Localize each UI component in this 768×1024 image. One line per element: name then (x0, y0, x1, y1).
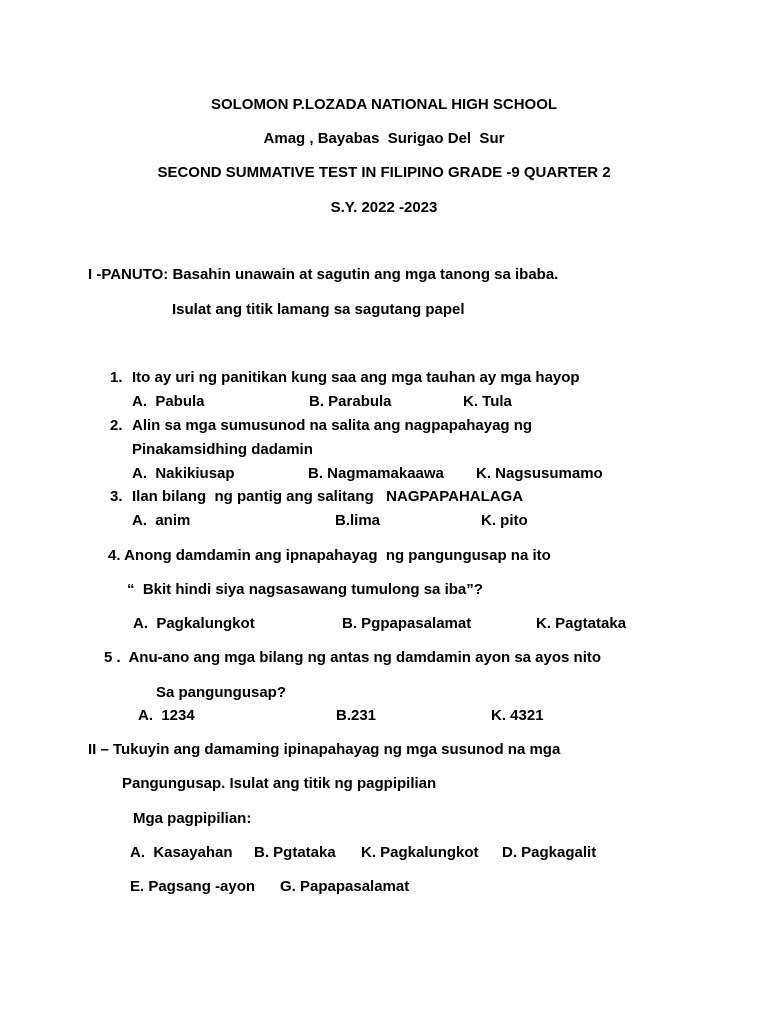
choice-b: B.lima (335, 512, 381, 529)
question-text-cont: Sa pangungusap? (156, 684, 287, 701)
question-quote: “ Bkit hindi siya nagsasawang tumulong sa iba”? (127, 581, 483, 598)
option-d: D. Pagkagalit (502, 844, 597, 861)
part1-instruction: I -PANUTO: Basahin unawain at sagutin ang mga tanong sa ibaba. (88, 266, 559, 283)
choice-k: K. Nagsusumamo (476, 465, 603, 482)
school-address: Amag , Bayabas Surigao Del Sur (263, 130, 505, 147)
option-g: G. Papapasalamat (280, 878, 410, 895)
choice-a: A. 1234 (138, 707, 195, 724)
part2-instruction: II – Tukuyin ang damaming ipinapahayag ng mga susunod na mga (88, 741, 561, 758)
choice-k: K. 4321 (491, 707, 544, 724)
choice-a: A. Pabula (132, 393, 205, 410)
choice-b: B. Nagmamakaawa (308, 465, 444, 482)
choice-b: B. Pgpapasalamat (342, 615, 472, 632)
school-name: SOLOMON P.LOZADA NATIONAL HIGH SCHOOL (210, 96, 558, 113)
question-number: 2. (110, 417, 123, 434)
option-e: E. Pagsang -ayon (130, 878, 256, 895)
question-text: Alin sa mga sumusunod na salita ang nagpapahayag ng (132, 417, 533, 434)
question-text: Ito ay uri ng panitikan kung saa ang mga tauhan ay mga hayop (132, 369, 580, 386)
part2-instruction-cont: Pangungusap. Isulat ang titik ng pagpipilian (122, 775, 437, 792)
choice-a: A. anim (132, 512, 191, 529)
school-year: S.Y. 2022 -2023 (330, 199, 438, 216)
question-number: 3. (110, 488, 123, 505)
choice-k: K. Pagtataka (536, 615, 627, 632)
choice-a: A. Pagkalungkot (133, 615, 255, 632)
choice-b: B.231 (336, 707, 377, 724)
question-text: Ilan bilang ng pantig ang salitang NAGPAPAHALAGA (132, 488, 524, 505)
choice-k: K. pito (481, 512, 528, 529)
question-text: 4. Anong damdamin ang ipnapahayag ng pangungusap na ito (108, 547, 551, 564)
choice-k: K. Tula (463, 393, 512, 410)
option-a: A. Kasayahan (130, 844, 233, 861)
question-number: 1. (110, 369, 123, 386)
question-text: 5 . Anu-ano ang mga bilang ng antas ng damdamin ayon sa ayos nito (104, 649, 602, 666)
choice-b: B. Parabula (309, 393, 392, 410)
test-title: SECOND SUMMATIVE TEST IN FILIPINO GRADE -9 QUARTER 2 (157, 164, 611, 181)
option-k: K. Pagkalungkot (361, 844, 479, 861)
options-label: Mga pagpipilian: (133, 810, 252, 827)
option-b: B. Pgtataka (254, 844, 336, 861)
part1-instruction-cont: Isulat ang titik lamang sa sagutang papel (172, 301, 465, 318)
question-text-cont: Pinakamsidhing dadamin (132, 441, 313, 458)
choice-a: A. Nakikiusap (132, 465, 235, 482)
